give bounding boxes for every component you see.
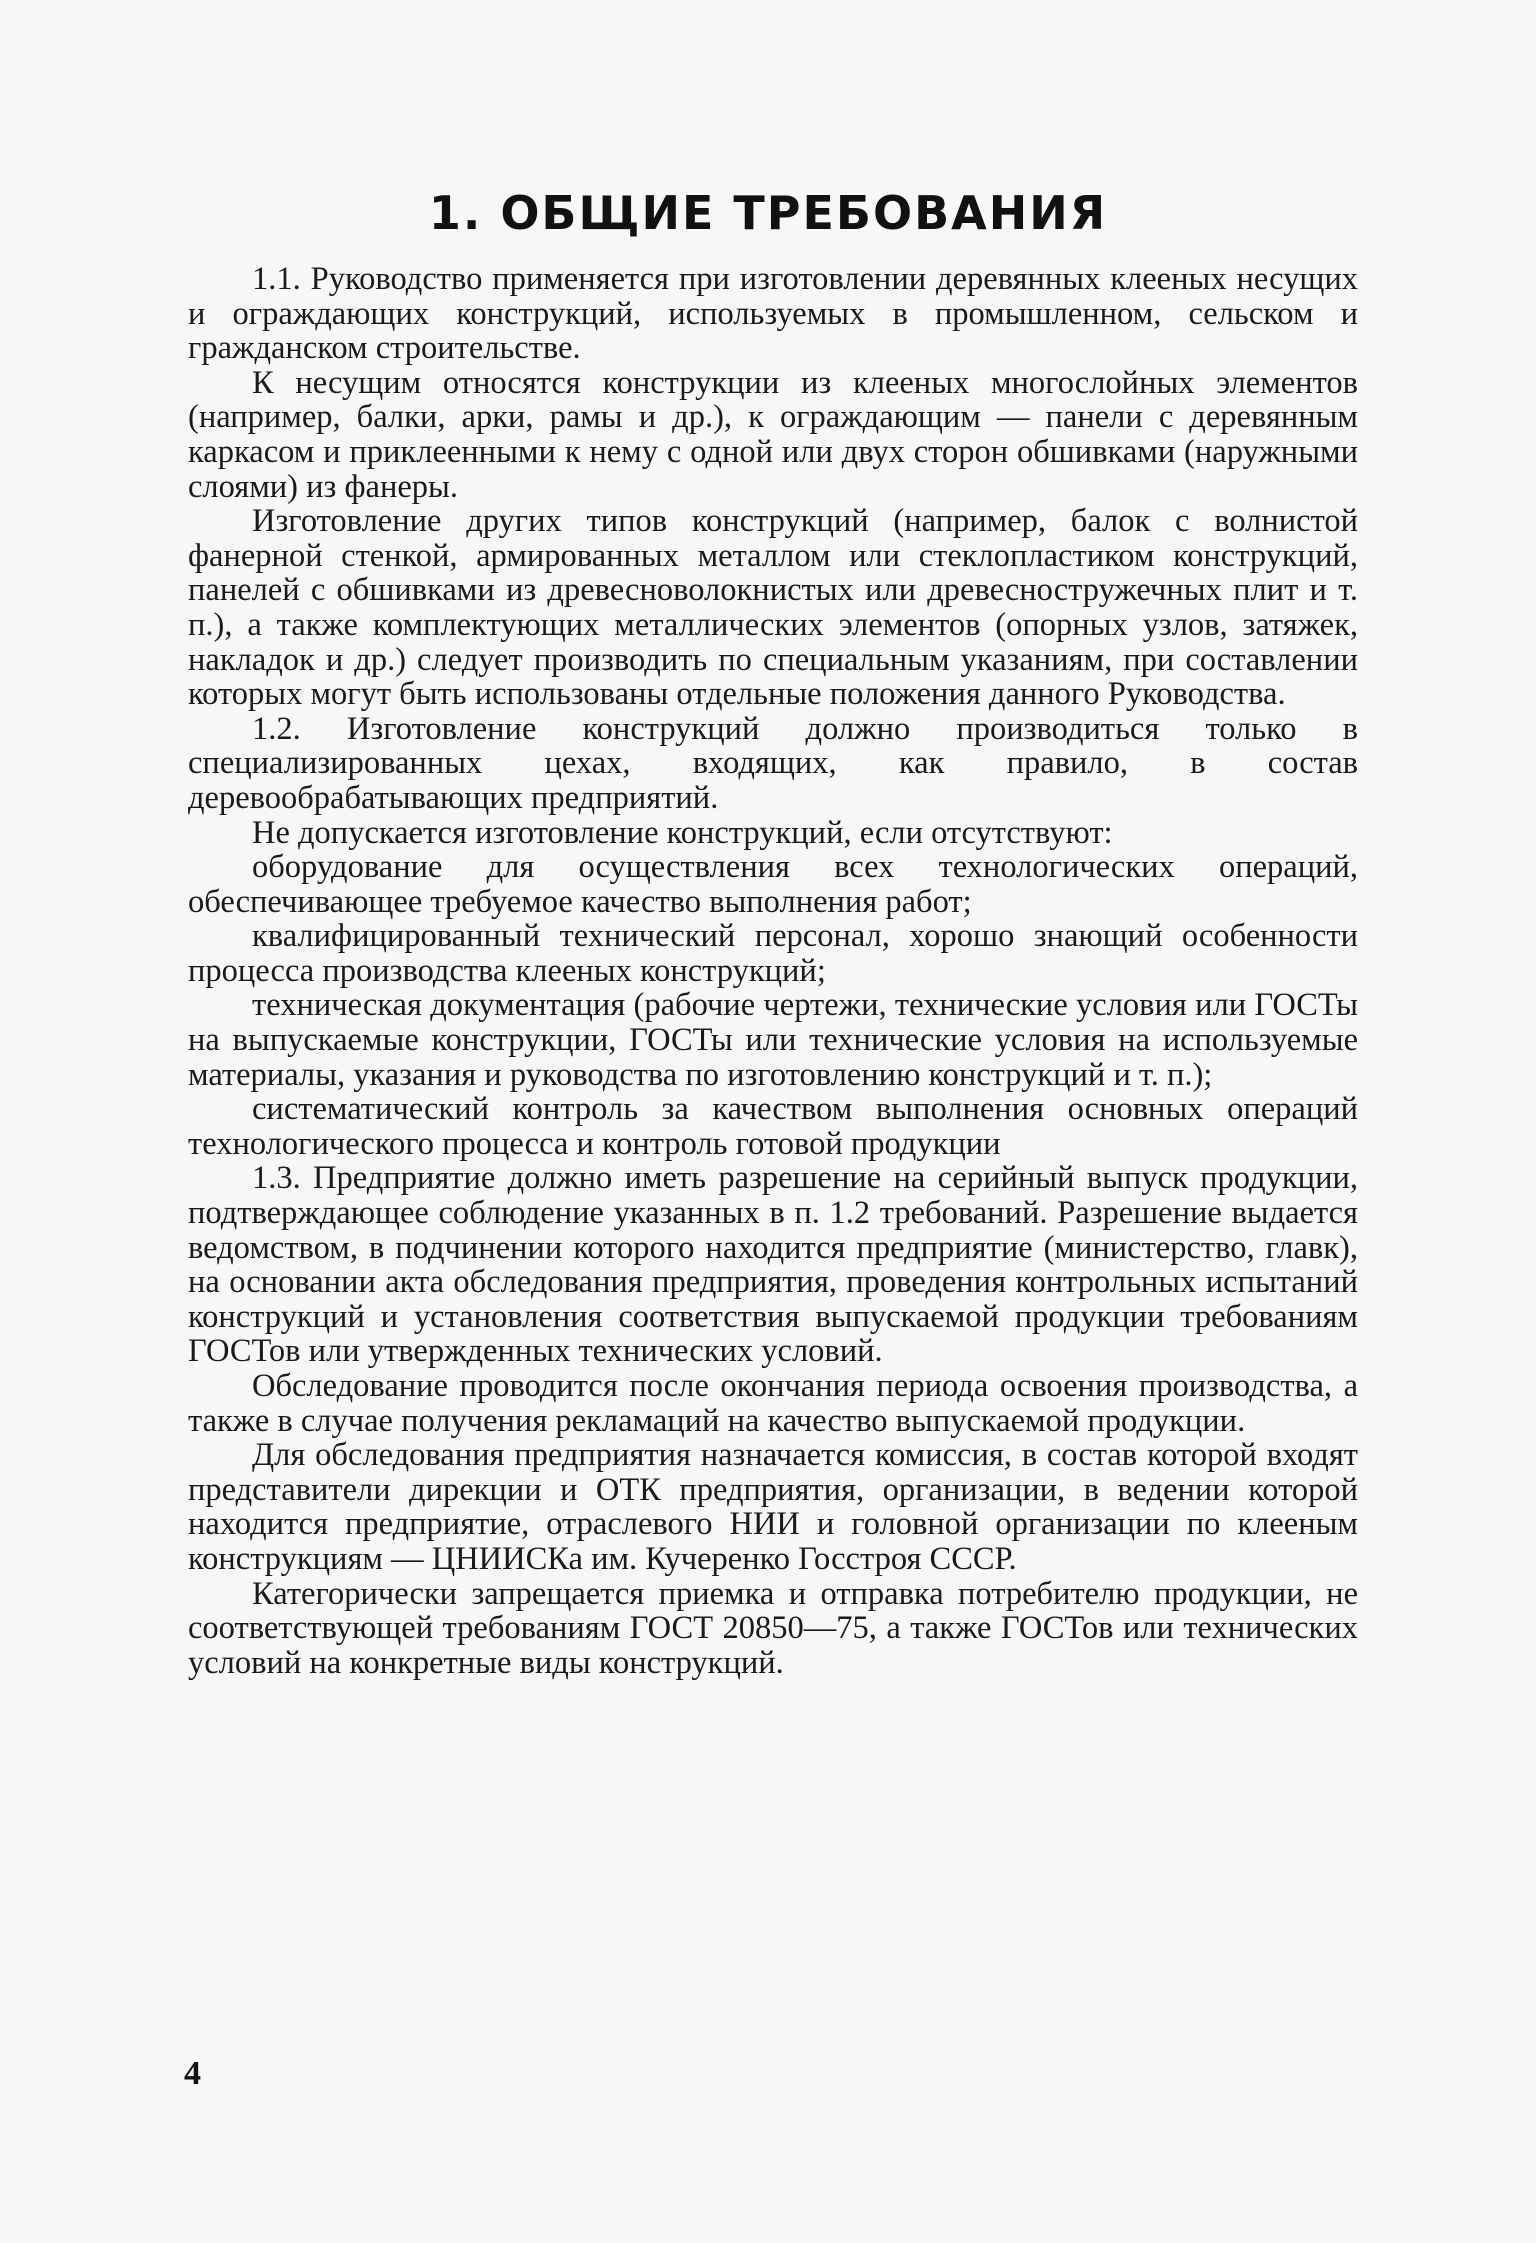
paragraph: Изготовление других типов конструкций (например, балок с волнистой фанерной стенкой, армированных металлом или стеклопластиком конструкций, панелей с обшивками из древесноволокнистых или древесностружечных плит и т. п.), а также комплектующих металлических элементов (опорных узлов, затяжек, накладок и др.) следует производить по специальным указаниям, при составлении которых могут быть использованы отдельные положения данного Руководства.: [188, 503, 1358, 713]
paragraph: 1.1. Руководство применяется при изготовлении деревянных клееных несущих и ограждающих конструкций, используемых в промышленном, сельском и гражданском строительстве.: [188, 261, 1358, 367]
page-number: 4: [184, 2055, 201, 2092]
list-item: систематический контроль за качеством выполнения основных операций технологического процесса и контроль готовой продукции: [188, 1091, 1358, 1162]
list-item: квалифицированный технический персонал, хорошо знающий особенности процесса производства клееных конструкций;: [188, 918, 1358, 989]
paragraph: Обследование проводится после окончания периода освоения производства, а также в случае получения рекламаций на качество выпускаемой продукции.: [188, 1368, 1358, 1439]
paragraph: Категорически запрещается приемка и отправка потребителю продукции, не соответствующей требованиям ГОСТ 20850—75, а также ГОСТов или технических условий на конкретные виды конструкций.: [188, 1575, 1358, 1681]
paragraph: 1.3. Предприятие должно иметь разрешение на серийный выпуск продукции, подтверждающее соблюдение указанных в п. 1.2 требований. Разрешение выдается ведомством, в подчинении которого находится предприятие (министерство, главк), на основании акта обследования предприятия, проведения контрольных испытаний конструкций и установления соответствия выпускаемой продукции требованиям ГОСТов или утвержденных технических условий.: [188, 1160, 1358, 1370]
paragraph: К несущим относятся конструкции из клееных многослойных элементов (например, балки, арки, рамы и др.), к ограждающим — панели с деревянным каркасом и приклеенными к нему с одной или двух сторон обшивками (наружными слоями) из фанеры.: [188, 364, 1358, 505]
paragraph: Для обследования предприятия назначается комиссия, в состав которой входят представители дирекции и ОТК предприятия, организации, в ведении которой находится предприятие, отраслевого НИИ и головной организации по клееным конструкциям — ЦНИИСКа им. Кучеренко Госстроя СССР.: [188, 1437, 1358, 1577]
paragraph: 1.2. Изготовление конструкций должно производиться только в специализированных цехах, входящих, как правило, в состав деревообрабатывающих предприятий.: [188, 710, 1358, 816]
paragraph: Не допускается изготовление конструкций, если отсутствуют:: [252, 814, 1113, 851]
list-item: техническая документация (рабочие чертежи, технические условия или ГОСТы на выпускаемые конструкции, ГОСТы или технические условия на используемые материалы, указания и руководства по изготовлению конструкций и т. п.);: [188, 987, 1358, 1093]
body-text: [188, 262, 1358, 1680]
list-item: оборудование для осуществления всех технологических операций, обеспечивающее требуемое качество выполнения работ;: [188, 849, 1358, 920]
section-title: 1. ОБЩИЕ ТРЕБОВАНИЯ: [428, 186, 1108, 240]
